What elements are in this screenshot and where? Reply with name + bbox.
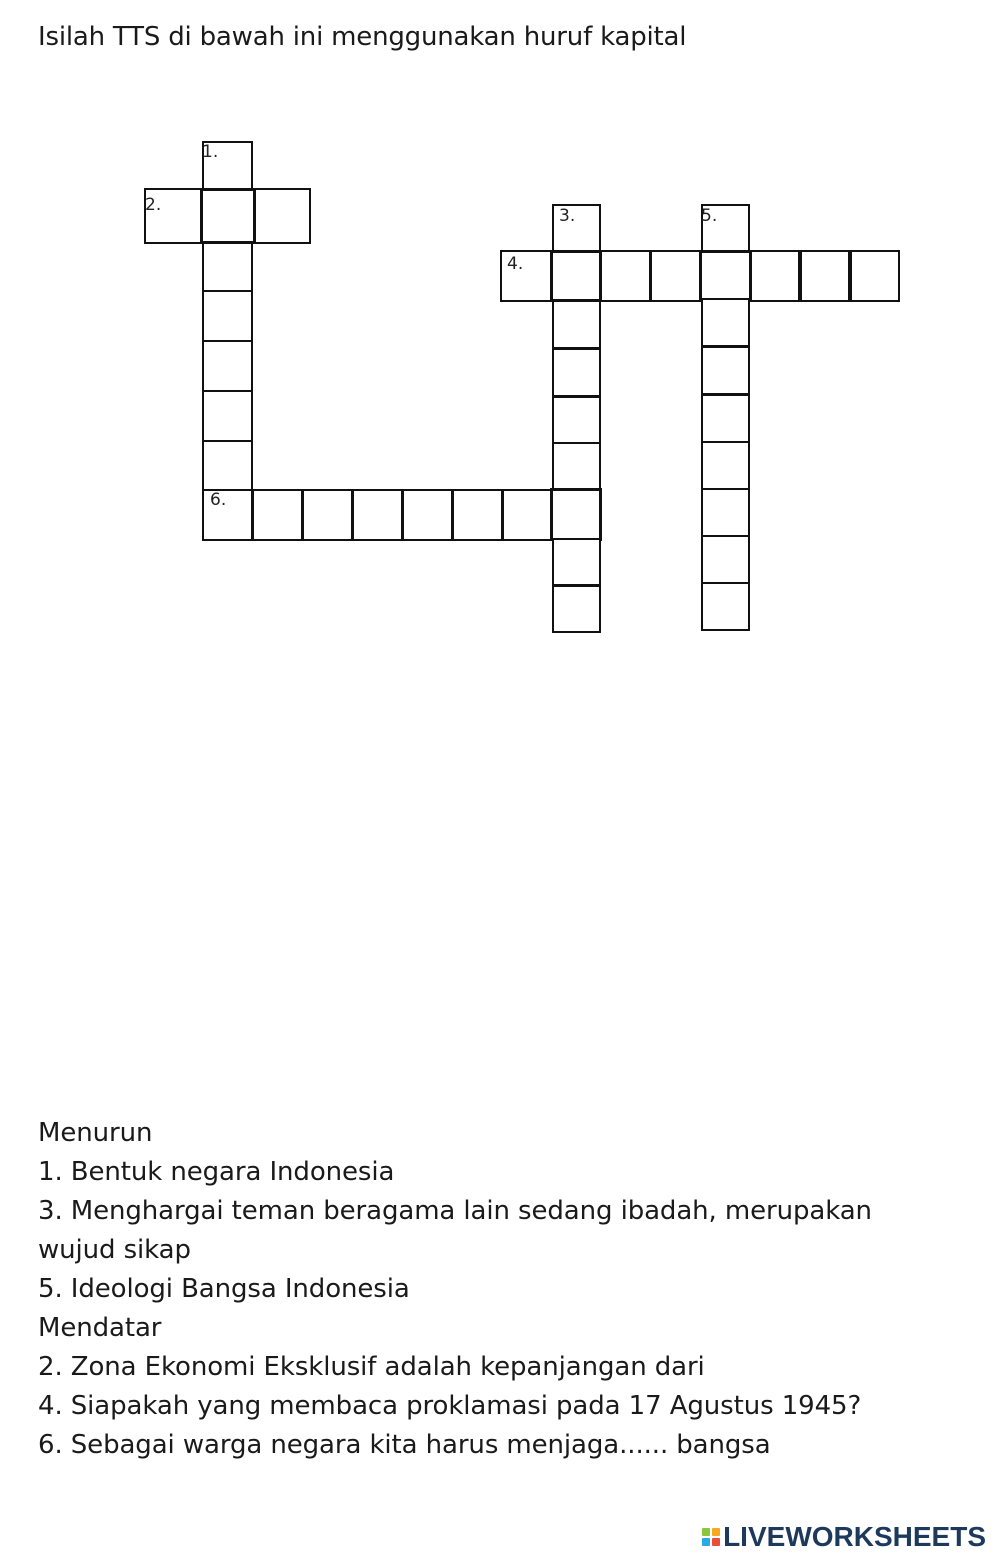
crossword-letter-input[interactable]: [254, 491, 301, 539]
crossword-down-3-cell-mid-2[interactable]: [552, 348, 601, 397]
crossword-letter-input[interactable]: [602, 252, 649, 300]
crossword-letter-input[interactable]: [703, 584, 748, 629]
crossword-letter-input[interactable]: [554, 587, 599, 631]
crossword-letter-input[interactable]: [554, 444, 599, 489]
brand-name: LIVEWORKSHEETS: [723, 1521, 986, 1552]
crossword-down-3-cell-lower-1[interactable]: [552, 538, 601, 586]
crossword-letter-input[interactable]: [554, 302, 599, 347]
clue-number-2: 2.: [145, 195, 162, 215]
crossword-down-5-cell-lower-4[interactable]: [701, 441, 750, 490]
crossword-letter-input[interactable]: [454, 491, 501, 539]
clue-number-3: 3.: [559, 206, 576, 226]
crossword-letter-input[interactable]: [304, 491, 351, 539]
crossword-down-1-cell-lower-4[interactable]: [202, 390, 253, 442]
crossword-down-5-cell-lower-6[interactable]: [701, 535, 750, 584]
crossword-down-5-cell-lower-2[interactable]: [701, 346, 750, 395]
across-clue-2: 2. Zona Ekonomi Eksklusif adalah kepanjangan dari: [38, 1352, 705, 1382]
down-heading: Menurun: [38, 1118, 153, 1148]
crossword-down-3-cell-mid-4[interactable]: [552, 442, 601, 491]
crossword-letter-input[interactable]: [703, 300, 748, 345]
crossword-letter-input[interactable]: [354, 491, 401, 539]
crossword-letter-input[interactable]: [204, 342, 251, 390]
crossword-across-6-cell-4[interactable]: [352, 489, 403, 541]
crossword-across-4-cell-mid-2[interactable]: [650, 250, 701, 302]
crossword-letter-input[interactable]: [554, 398, 599, 443]
crossword-across-6-cell-2[interactable]: [252, 489, 303, 541]
crossword-down-1-cell-lower-1[interactable]: [202, 240, 253, 292]
crossword-down-5-cell-lower-3[interactable]: [701, 394, 750, 443]
across-heading: Mendatar: [38, 1313, 162, 1343]
crossword-letter-input[interactable]: [554, 540, 599, 584]
logo-square-blue: [702, 1538, 710, 1546]
across-clue-6: 6. Sebagai warga negara kita harus menjaga...... bangsa: [38, 1430, 771, 1460]
liveworksheets-logo-icon: [702, 1528, 720, 1546]
logo-square-green: [702, 1528, 710, 1536]
down-clue-5: 5. Ideologi Bangsa Indonesia: [38, 1274, 410, 1304]
crossword-down-5-cell-lower-5[interactable]: [701, 488, 750, 537]
crossword-down-1-cell-lower-5[interactable]: [202, 440, 253, 492]
logo-square-red: [712, 1538, 720, 1546]
crossword-letter-input[interactable]: [204, 242, 251, 290]
crossword-letter-input[interactable]: [204, 292, 251, 340]
liveworksheets-logo: [702, 1522, 986, 1552]
crossword-letter-input[interactable]: [802, 252, 848, 300]
crossword-letter-input[interactable]: [256, 190, 309, 242]
clues-section: [38, 1114, 938, 1465]
crossword-letter-input[interactable]: [703, 348, 748, 393]
clue-number-5: 5.: [701, 206, 718, 226]
crossword-across-4-cell-end-2[interactable]: [800, 250, 850, 302]
crossword-down-1-cell-lower-3[interactable]: [202, 340, 253, 392]
crossword-letter-input[interactable]: [404, 491, 451, 539]
crossword-grid: [0, 0, 1000, 700]
down-clue-3-continued: wujud sikap: [38, 1235, 191, 1265]
crossword-down-3-cell-lower-2[interactable]: [552, 585, 601, 633]
crossword-letter-input[interactable]: [554, 350, 599, 395]
clue-number-1: 1.: [202, 142, 219, 162]
clue-number-4: 4.: [507, 254, 524, 274]
crossword-crossing-1-2[interactable]: [200, 188, 256, 244]
down-clue-1: 1. Bentuk negara Indonesia: [38, 1157, 395, 1187]
crossword-letter-input[interactable]: [752, 252, 798, 300]
clue-number-6: 6.: [210, 490, 227, 510]
crossword-letter-input[interactable]: [652, 252, 699, 300]
crossword-letter-input[interactable]: [852, 252, 898, 300]
crossword-letter-input[interactable]: [504, 491, 551, 539]
logo-square-orange: [712, 1528, 720, 1536]
crossword-down-5-cell-lower-7[interactable]: [701, 582, 750, 631]
crossword-across-4-cell-mid-1[interactable]: [600, 250, 651, 302]
crossword-across-4-cell-end-1[interactable]: [750, 250, 800, 302]
instruction-text: Isilah TTS di bawah ini menggunakan huruf kapital: [38, 22, 687, 52]
down-clue-3: 3. Menghargai teman beragama lain sedang ibadah, merupakan: [38, 1196, 872, 1226]
crossword-across-4-cell-end-3[interactable]: [850, 250, 900, 302]
crossword-letter-input[interactable]: [703, 396, 748, 441]
crossword-letter-input[interactable]: [703, 490, 748, 535]
crossword-letter-input[interactable]: [204, 392, 251, 440]
crossword-letter-input[interactable]: [703, 443, 748, 488]
crossword-down-3-cell-mid-3[interactable]: [552, 396, 601, 445]
crossword-across-6-cell-7[interactable]: [502, 489, 553, 541]
crossword-crossing-3-4[interactable]: [550, 250, 602, 302]
crossword-across-6-cell-3[interactable]: [302, 489, 353, 541]
crossword-crossing-3-6[interactable]: [550, 488, 602, 541]
crossword-across-6-cell-5[interactable]: [402, 489, 453, 541]
crossword-letter-input[interactable]: [203, 191, 253, 241]
crossword-crossing-5-4[interactable]: [699, 250, 752, 302]
crossword-across-6-cell-6[interactable]: [452, 489, 503, 541]
across-clue-4: 4. Siapakah yang membaca proklamasi pada 17 Agustus 1945?: [38, 1391, 862, 1421]
crossword-down-3-cell-mid-1[interactable]: [552, 300, 601, 349]
crossword-letter-input[interactable]: [553, 253, 599, 299]
crossword-down-1-cell-lower-2[interactable]: [202, 290, 253, 342]
crossword-letter-input[interactable]: [702, 253, 749, 299]
crossword-across-2-cell-3[interactable]: [254, 188, 311, 244]
crossword-letter-input[interactable]: [204, 442, 251, 490]
crossword-down-5-cell-lower-1[interactable]: [701, 298, 750, 347]
crossword-letter-input[interactable]: [703, 537, 748, 582]
crossword-letter-input[interactable]: [553, 491, 599, 538]
